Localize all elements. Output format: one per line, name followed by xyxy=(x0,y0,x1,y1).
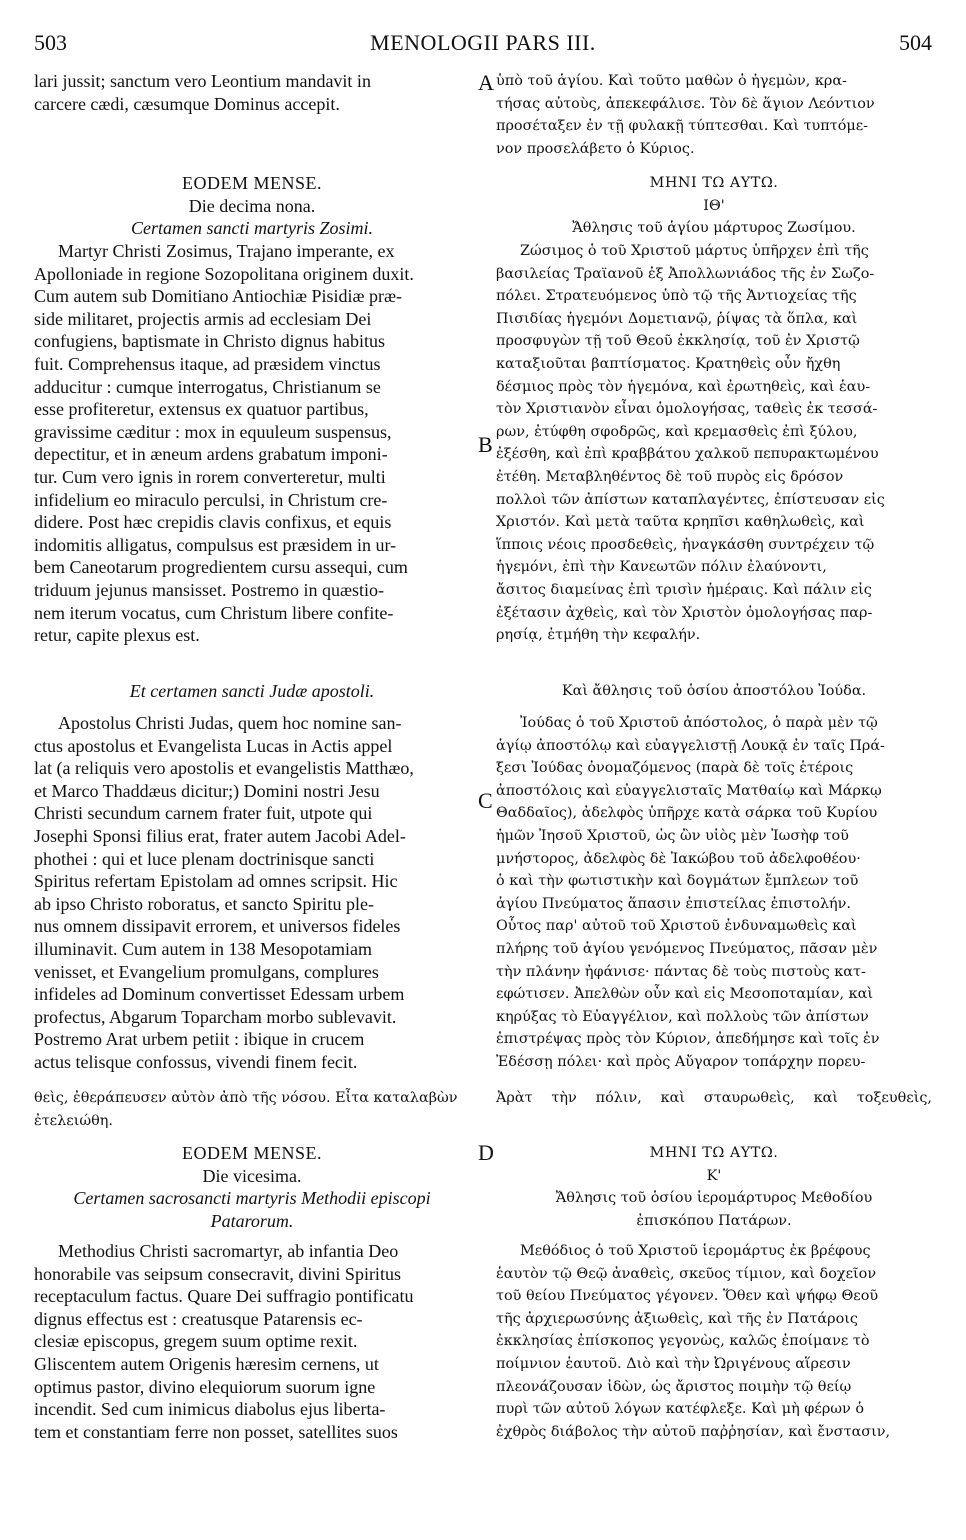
text-line: bem Caneotarum progredientem cursu assequi, cum xyxy=(34,557,408,578)
page-number-right: 504 xyxy=(899,30,932,55)
text-line: ὁ καὶ τὴν φωτιστικὴν καὶ δογμάτων ἔμπλεων τοῦ xyxy=(496,873,859,890)
month-heading: ΜΗΝΙ ΤΩ ΑΥΤΩ. xyxy=(649,175,779,191)
text-line: infideles ad Dominum convertisset Edessam urbem xyxy=(34,984,405,1005)
text-line: infidelium eo miraculo perculsi, in Christum cre- xyxy=(34,489,388,510)
text-line: dignus effectus est : creatusque Patarensis ec- xyxy=(34,1308,363,1329)
text-line: ὑπὸ τοῦ ἁγίου. Καὶ τοῦτο μαθὼν ὁ ἡγεμὼν, κρα- xyxy=(496,73,847,89)
day-heading: Die decima nona. xyxy=(188,195,316,216)
text-line: confugiens, baptismate in Christo dignus habitus xyxy=(34,331,385,352)
text-line: ctus apostolus et Evangelista Lucas in Actis appel xyxy=(34,735,393,756)
month-heading: ΜΗΝΙ ΤΩ ΑΥΤΩ. xyxy=(649,1145,779,1161)
text-line: gravissime cæditur : mox in equuleum suspensus, xyxy=(34,421,392,442)
latin-body-jude xyxy=(34,712,470,1074)
text-line: δέσμιος πρὸς τὸν ἡγεμόνα, καὶ ἐρωτηθεὶς, καὶ ἑαυ- xyxy=(496,378,871,395)
text-line: clesiæ episcopus, gregem suum optime rexit. xyxy=(34,1331,358,1352)
section-title: Certamen sacrosancti martyris Methodii episcopi xyxy=(73,1188,431,1209)
text-line: πλεονάζουσαν ἰδὼν, ὡς ἄριστος ποιμὴν τῷ θείῳ xyxy=(496,1378,852,1395)
text-line: didere. Post hæc crepidis clavis confixus, et equis xyxy=(34,512,392,533)
latin-title-jude xyxy=(34,680,470,703)
text-line: Martyr Christi Zosimus, Trajano imperante, ex xyxy=(58,241,395,261)
text-line: Apostolus Christi Judas, quem hoc nomine san- xyxy=(58,713,402,733)
text-line: optimus pastor, divino elequiorum suorum igne xyxy=(34,1376,376,1397)
text-line: Χριστόν. Καὶ μετὰ ταῦτα κρηπῖσι καθηλωθεὶς, καὶ xyxy=(496,514,865,531)
text-line: πλήρης τοῦ ἁγίου γενόμενος Πνεύματος, πᾶσαν μὲν xyxy=(496,940,878,957)
greek-body-methodius xyxy=(496,1240,932,1443)
section-title: Ἄθλησις τοῦ ἁγίου μάρτυρος Ζωσίμου. xyxy=(572,220,856,237)
text-line: τὴν πλάνην ἠφάνισε· πάντας δὲ τοὺς πιστοὺς κατ- xyxy=(496,963,866,980)
text-line: indomitis alligatus, compulsus est præsidem in ur- xyxy=(34,534,397,555)
greek-heading-methodius xyxy=(496,1142,932,1232)
section-title: Et certamen sancti Judæ apostoli. xyxy=(129,681,375,701)
text-line: Spiritus refertam Epistolam ad omnes scripsit. Hic xyxy=(34,871,398,892)
greek-body-jude xyxy=(496,712,932,1074)
text-line: Apolloniade in regione Sozopolitana originem duxit. xyxy=(34,263,414,284)
text-line: Cum autem sub Domitiano Antiochiæ Pisidiæ præ- xyxy=(34,286,403,307)
text-line: Πισιδίας ἡγεμόνι Δομετιανῷ, ῥίψας τὰ ὅπλα, καὶ xyxy=(496,310,858,327)
text-line: τοῦ θείου Πνεύματος γέγονεν. Ὅθεν καὶ ψήφῳ Θεοῦ xyxy=(496,1288,879,1305)
text-line: ἐπιστρέψας πρὸς τὸν Κύριον, ἀπεδήμησε καὶ τοῖς ἐν xyxy=(496,1031,880,1048)
text-line: Methodius Christi sacromartyr, ab infantia Deo xyxy=(58,1241,399,1261)
text-line: ρησίᾳ, ἐτμήθη τὴν κεφαλήν. xyxy=(496,627,701,644)
text-line: side militaret, projectis armis ad ecclesiam Dei xyxy=(34,308,372,329)
month-heading: EODEM MENSE. xyxy=(182,173,322,193)
text-line: adducitur : cumque interrogatus, Christianum se xyxy=(34,376,381,397)
text-line: εφώτισεν. Ἀπελθὼν οὖν καὶ εἰς Μεσοποταμίαν, καὶ xyxy=(496,986,874,1003)
text-line: Ἐδέσσῃ πόλει· καὶ πρὸς Αὔγαρον τοπάρχην πορευ- xyxy=(496,1053,866,1070)
text-line: ἀποστόλοις καὶ εὐαγγελισταῖς Ματθαίῳ καὶ Μάρκῳ xyxy=(496,782,882,799)
text-line: profectus, Abgarum Toparcham morbo sublevavit. xyxy=(34,1006,397,1027)
text-line: καταξιοῦται βαπτίσματος. Κρατηθεὶς οὖν ἤχθη xyxy=(496,355,841,372)
section-title: ἐπισκόπου Πατάρων. xyxy=(636,1212,792,1229)
text-line: phothei : qui et luce plenam doctrinisque sancti xyxy=(34,848,375,869)
text-line: Josephi Sponsi filius erat, frater autem Jacobi Adel- xyxy=(34,825,406,846)
text-line: πυρὶ τῶν αὐτοῦ λόγων κατέφλεξε. Καὶ μὴ φέρων ὁ xyxy=(496,1401,865,1418)
text-line: Gliscentem autem Origenis hæresim cernens, ut xyxy=(34,1353,379,1374)
latin-heading-zosimus xyxy=(34,172,470,240)
text-line: tem et constantiam ferre non posset, satellites suos xyxy=(34,1421,398,1442)
greek-title-jude xyxy=(496,680,932,703)
page-number-left: 503 xyxy=(34,30,67,55)
text-line: νον προσελάβετο ὁ Κύριος. xyxy=(496,140,695,157)
text-line: τὸν Χριστιανὸν εἶναι ὁμολογήσας, ταθεὶς ἐκ τεσσά- xyxy=(496,401,878,418)
text-line: πόλει. Στρατευόμενος ὑπὸ τῷ τῆς Ἀντιοχείας τῆς xyxy=(496,288,857,305)
text-line: ποίμνιον ἑαυτοῦ. Διὸ καὶ τὴν Ὠριγένους αἵρεσιν xyxy=(496,1355,851,1372)
text-line: προσφυγὼν τῇ τοῦ Θεοῦ ἐκκλησίᾳ, τοῦ ἐν Χριστῷ xyxy=(496,333,860,350)
section-title: Ἄθλησις τοῦ ὁσίου ἱερομάρτυρος Μεθοδίου xyxy=(555,1190,873,1207)
latin-body-methodius xyxy=(34,1240,470,1443)
text-line: triduum jejunus mansisset. Postremo in quæstio- xyxy=(34,579,384,600)
text-line: τῆς ἀρχιερωσύνης ἀξιωθεὶς, καὶ τῆς ἐν Πατάροις xyxy=(496,1310,858,1327)
text-line: depectitur, et in æneum ardens grabatum imponi- xyxy=(34,444,388,465)
text-line: ξεσι Ἰούδας ὀνομαζόμενος (παρὰ δὲ τοῖς ἑτέροις xyxy=(496,760,854,777)
text-line: venisset, et Evangelium promulgans, complures xyxy=(34,961,379,982)
text-line: Θαδδαῖος), ἀδελφὸς ὑπῆρχε κατὰ σάρκα τοῦ Κυρίου xyxy=(496,805,878,822)
text-line: ἡμῶν Ἰησοῦ Χριστοῦ, ὡς ὢν υἱὸς μὲν Ἰωσὴφ τοῦ xyxy=(496,827,849,844)
text-line: tur. Cum vero ignis in rorem converteretur, multi xyxy=(34,466,386,487)
text-line: illuminavit. Cum autem in 138 Mesopotamiam xyxy=(34,938,372,959)
text-line: ἑαυτὸν τῷ Θεῷ ἀναθεὶς, σκεῦος τίμιον, καὶ δοχεῖον xyxy=(496,1265,877,1282)
text-line: lat (a reliquis vero apostolis et evangelistis Matthæo, xyxy=(34,758,414,779)
text-line: ἁγίῳ ἀποστόλῳ καὶ εὐαγγελιστῇ Λουκᾷ ἐν ταῖς Πρά- xyxy=(496,737,885,754)
text-line: incendit. Sed cum inimicus diabolus ejus liberta- xyxy=(34,1399,386,1420)
greek-heading-zosimus xyxy=(496,172,932,240)
section-title: Certamen sancti martyris Zosimi. xyxy=(130,218,373,239)
text-line: esse profiteretur, extensus ex quatuor partibus, xyxy=(34,399,369,420)
text-line: προσέταξεν ἐν τῇ φυλακῇ τύπτεσθαι. Καὶ τυπτόμε- xyxy=(496,118,869,135)
text-line: Ἀρὰτ τὴν πόλιν, καὶ σταυρωθεὶς, καὶ τοξευθεὶς, xyxy=(496,1090,932,1106)
text-line: βασιλείας Τραϊανοῦ ἐξ Ἀπολλωνιάδος τῆς ἐν Σωζο- xyxy=(496,265,875,282)
text-line: Christi secundum carnem frater fuit, utpote qui xyxy=(34,803,373,824)
margin-letter-a: A xyxy=(478,70,494,95)
text-line: nus omnem dissipavit errorem, et universos fideles xyxy=(34,916,401,937)
text-line: κηρύξας τὸ Εὐαγγέλιον, καὶ πολλοὺς τῶν ἀπίστων xyxy=(496,1008,869,1025)
text-line: Postremo Arat urbem petiit : ibique in crucem xyxy=(34,1029,365,1050)
text-line: receptaculum factus. Quare Dei suffragio pontificatu xyxy=(34,1286,414,1307)
text-line: μνήστορος, ἀδελφὸς δὲ Ἰακώβου τοῦ ἀδελφοθέου· xyxy=(496,850,861,867)
text-line: honorabile vas seipsum consecravit, divini Spiritus xyxy=(34,1263,401,1284)
page-header xyxy=(34,30,932,60)
day-heading: Κ' xyxy=(706,1167,722,1184)
text-line: actus telisque confossus, vivendi finem fecit. xyxy=(34,1051,358,1072)
text-line: ἐκκλησίας ἐπίσκοπος γεγονὼς, καλῶς ἐποίμανε τὸ xyxy=(496,1333,870,1350)
margin-letter-d: D xyxy=(478,1140,494,1165)
text-line: ρων, ἐτύφθη σφοδρῶς, καὶ κρεμασθεὶς ἐπὶ ξύλου, xyxy=(496,423,858,440)
section-title: Patarorum. xyxy=(210,1210,294,1231)
day-heading: Die vicesima. xyxy=(202,1165,302,1186)
greek-continuation xyxy=(496,70,932,160)
text-line: et Marco Thaddæus dicitur;) Domini nostri Jesu xyxy=(34,780,380,801)
text-line: ἄσιτος διαμείνας ἐπὶ τρισὶν ἡμέραις. Καὶ πάλιν εἰς xyxy=(496,581,872,598)
text-line: ἡγεμόνι, ἐπὶ τὴν Κανεωτῶν πόλιν ἐλαύνοντι, xyxy=(496,559,827,576)
text-line: fuit. Comprehensus itaque, ad præsidem vinctus xyxy=(34,353,381,374)
text-line: Ζώσιμος ὁ τοῦ Χριστοῦ μάρτυς ὑπῆρχεν ἐπὶ τῆς xyxy=(520,243,869,259)
text-line: ἐτέθη. Μεταβληθέντος δὲ τοῦ πυρὸς εἰς δρόσον xyxy=(496,468,844,485)
text-line: retur, capite plexus est. xyxy=(34,625,200,646)
text-line: ab ipso Christo roboratus, et sancto Spiritu ple- xyxy=(34,893,374,914)
text-line: ἐξέσθη, καὶ ἐπὶ κραββάτου χαλκοῦ πεπυρακτωμένου xyxy=(496,446,879,463)
text-line: θεὶς, ἐθεράπευσεν αὐτὸν ἀπὸ τῆς νόσου. Εἶτα καταλαβὼν xyxy=(34,1090,458,1106)
section-title: Καὶ ἄθλησις τοῦ ὁσίου ἀποστόλου Ἰούδα. xyxy=(561,683,867,699)
text-line: πολλοὶ τῶν ἀπίστων καταπλαγέντες, ἐπίστευσαν εἰς xyxy=(496,491,885,508)
text-line: Οὗτος παρ' αὐτοῦ τοῦ Χριστοῦ ἐνδυναμωθεὶς καὶ xyxy=(496,918,857,935)
text-line: ἐχθρὸς διάβολος τὴν αὐτοῦ παῤῥησίαν, καὶ ἔνστασιν, xyxy=(496,1423,891,1440)
text-line: ἁγίου Πνεύματος ἅπασιν ἐπιστείλας ἐπιστολήν. xyxy=(496,895,851,912)
text-line: Ἰούδας ὁ τοῦ Χριστοῦ ἀπόστολος, ὁ παρὰ μὲν τῷ xyxy=(520,715,878,731)
greek-body-zosimus xyxy=(496,240,932,647)
day-heading: ΙΘ' xyxy=(703,197,725,214)
latin-body-zosimus xyxy=(34,240,470,647)
text-line: lari jussit; sanctum vero Leontium mandavit in xyxy=(34,71,371,91)
greek-runover-line xyxy=(34,1110,932,1133)
text-line: τήσας αὐτοὺς, ἀπεκεφάλισε. Τὸν δὲ ἅγιον Λεόντιον xyxy=(496,95,875,112)
month-heading: EODEM MENSE. xyxy=(182,1143,322,1163)
latin-continuation xyxy=(34,70,470,115)
text-line: ἐξέτασιν ἀχθεὶς, καὶ τὸν Χριστὸν ὁμολογήσας παρ- xyxy=(496,604,873,621)
text-line: nem iterum vocatus, cum Christum libere confite- xyxy=(34,602,394,623)
margin-letter-c: C xyxy=(478,788,493,813)
running-title: MENOLOGII PARS III. xyxy=(370,30,596,55)
latin-heading-methodius xyxy=(34,1142,470,1232)
margin-letter-b: B xyxy=(478,432,493,457)
text-line: ἵπποις νέοις προσδεθεὶς, ἠναγκάσθη συντρέχειν τῷ xyxy=(496,536,875,553)
text-line: Μεθόδιος ὁ τοῦ Χριστοῦ ἱερομάρτυς ἐκ βρέφους xyxy=(520,1243,871,1259)
text-line: ἐτελειώθη. xyxy=(34,1113,113,1129)
text-line: carcere cædi, cæsumque Dominus accepit. xyxy=(34,93,340,114)
